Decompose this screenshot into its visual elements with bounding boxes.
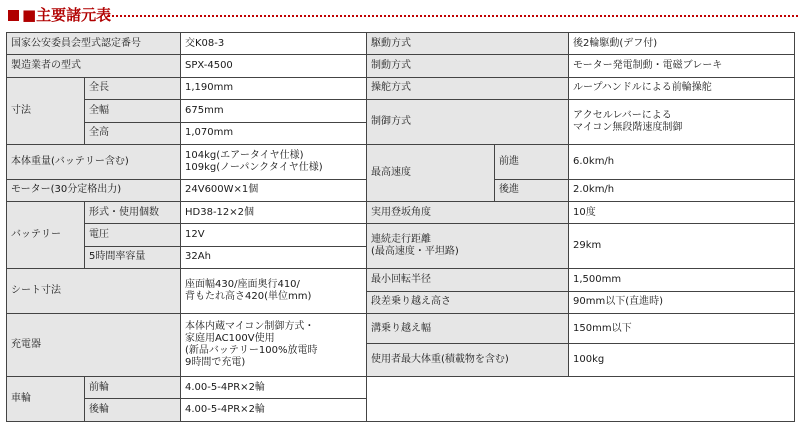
body-weight-label: 本体重量(バッテリー含む) bbox=[7, 144, 181, 179]
table-row bbox=[7, 100, 795, 122]
wheels-label: 車輪 bbox=[7, 377, 85, 422]
table-row bbox=[7, 201, 795, 223]
ditch-value: 150mm以下 bbox=[569, 313, 795, 344]
battery-capacity-value: 32Ah bbox=[181, 246, 367, 268]
max-speed-label: 最高速度 bbox=[367, 144, 495, 201]
max-user-weight-value: 100kg bbox=[569, 344, 795, 377]
steering-label: 操舵方式 bbox=[367, 77, 569, 99]
turning-label: 最小回転半径 bbox=[367, 269, 569, 291]
climb-label: 実用登坂角度 bbox=[367, 201, 569, 223]
drive-value: 後2輪駆動(デフ付) bbox=[569, 33, 795, 55]
square-bullet-icon bbox=[8, 10, 19, 21]
battery-voltage-value: 12V bbox=[181, 224, 367, 246]
length-value: 1,190mm bbox=[181, 77, 367, 99]
charger-label: 充電器 bbox=[7, 313, 181, 376]
rear-wheel-value: 4.00-5-4PR×2輪 bbox=[181, 399, 367, 422]
battery-label: バッテリー bbox=[7, 201, 85, 268]
body-weight-value: 104kg(エアータイヤ仕様) 109kg(ノーパンクタイヤ仕様) bbox=[181, 144, 367, 179]
table-row bbox=[7, 224, 795, 246]
step-value: 90mm以下(直進時) bbox=[569, 291, 795, 313]
maker-model-label: 製造業者の型式 bbox=[7, 55, 181, 77]
battery-type-value: HD38-12×2個 bbox=[181, 201, 367, 223]
reverse-speed-value: 2.0km/h bbox=[569, 179, 795, 201]
height-value: 1,070mm bbox=[181, 122, 367, 144]
control-label: 制御方式 bbox=[367, 100, 569, 145]
ditch-label: 溝乗り越え幅 bbox=[367, 313, 569, 344]
range-label: 連続走行距離 (最高速度・平坦路) bbox=[367, 224, 569, 269]
motor-value: 24V600W×1個 bbox=[181, 179, 367, 201]
length-label: 全長 bbox=[85, 77, 181, 99]
battery-capacity-label: 5時間率容量 bbox=[85, 246, 181, 268]
table-row bbox=[7, 33, 795, 55]
table-row bbox=[7, 313, 795, 344]
section-title: ■主要諸元表 bbox=[22, 6, 112, 24]
approval-number-label: 国家公安委員会型式認定番号 bbox=[7, 33, 181, 55]
maker-model-value: SPX-4500 bbox=[181, 55, 367, 77]
max-user-weight-label: 使用者最大体重(積載物を含む) bbox=[367, 344, 569, 377]
section-header bbox=[8, 4, 798, 28]
width-value: 675mm bbox=[181, 100, 367, 122]
table-row bbox=[7, 77, 795, 99]
turning-value: 1,500mm bbox=[569, 269, 795, 291]
reverse-speed-label: 後進 bbox=[495, 179, 569, 201]
step-label: 段差乗り越え高さ bbox=[367, 291, 569, 313]
forward-speed-value: 6.0km/h bbox=[569, 144, 795, 179]
seat-label: シート寸法 bbox=[7, 269, 181, 314]
front-wheel-value: 4.00-5-4PR×2輪 bbox=[181, 377, 367, 399]
front-wheel-label: 前輪 bbox=[85, 377, 181, 399]
climb-value: 10度 bbox=[569, 201, 795, 223]
drive-label: 駆動方式 bbox=[367, 33, 569, 55]
table-row bbox=[7, 144, 795, 179]
rear-wheel-label: 後輪 bbox=[85, 399, 181, 422]
dotted-divider bbox=[108, 15, 798, 17]
seat-value: 座面幅430/座面奥行410/ 背もたれ高さ420(単位mm) bbox=[181, 269, 367, 314]
brake-label: 制動方式 bbox=[367, 55, 569, 77]
table-row bbox=[7, 55, 795, 77]
spec-table bbox=[6, 32, 795, 422]
width-label: 全幅 bbox=[85, 100, 181, 122]
brake-value: モーター発電制動・電磁ブレーキ bbox=[569, 55, 795, 77]
control-value: アクセルレバーによる マイコン無段階速度制御 bbox=[569, 100, 795, 145]
battery-type-label: 形式・使用個数 bbox=[85, 201, 181, 223]
charger-value: 本体内蔵マイコン制御方式・ 家庭用AC100V使用 (新品バッテリー100%放電時 9時間で充電) bbox=[181, 313, 367, 376]
height-label: 全高 bbox=[85, 122, 181, 144]
table-row bbox=[7, 269, 795, 291]
forward-speed-label: 前進 bbox=[495, 144, 569, 179]
table-row bbox=[7, 377, 795, 399]
dimensions-label: 寸法 bbox=[7, 77, 85, 144]
approval-number-value: 交K08-3 bbox=[181, 33, 367, 55]
empty-cell bbox=[367, 377, 795, 422]
range-value: 29km bbox=[569, 224, 795, 269]
steering-value: ループハンドルによる前輪操舵 bbox=[569, 77, 795, 99]
motor-label: モーター(30分定格出力) bbox=[7, 179, 181, 201]
battery-voltage-label: 電圧 bbox=[85, 224, 181, 246]
